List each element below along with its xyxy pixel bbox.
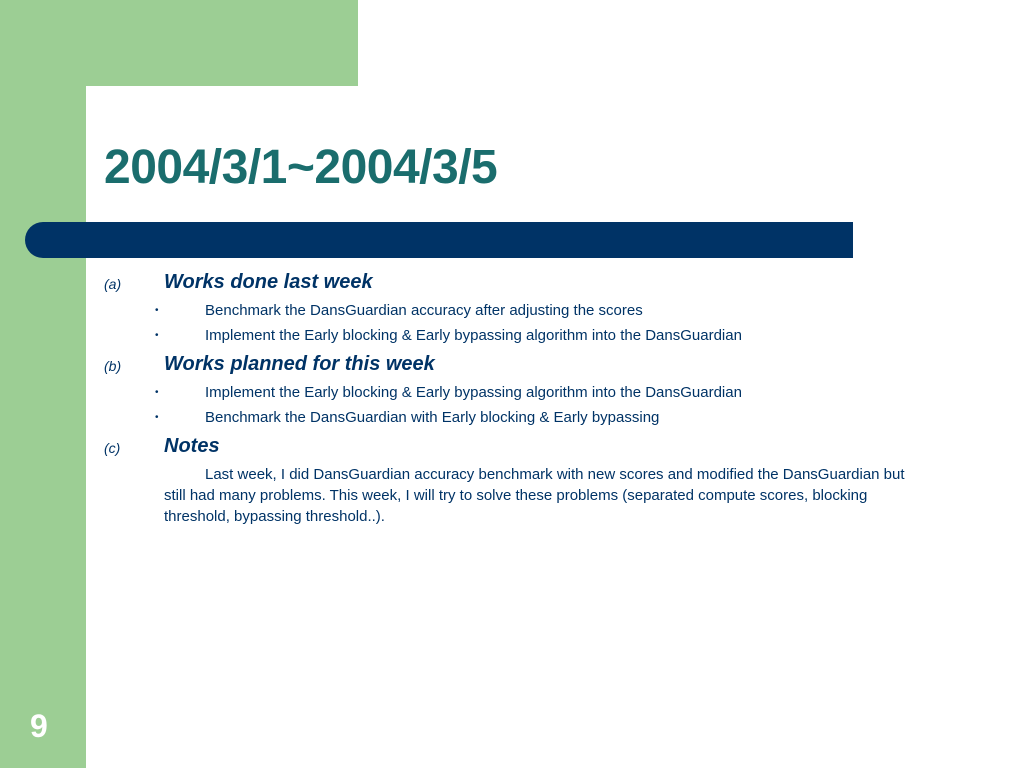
section-a-bullet-1: Benchmark the DansGuardian accuracy after adjusting the scores bbox=[205, 302, 643, 319]
section-a-marker: (a) bbox=[104, 276, 122, 292]
section-b-marker: (b) bbox=[104, 358, 122, 374]
bullet-icon: • bbox=[155, 412, 159, 423]
section-b-bullet-2: Benchmark the DansGuardian with Early blocking & Early bypassing bbox=[205, 409, 660, 426]
section-b-heading: Works planned for this week bbox=[164, 353, 435, 375]
bullet-icon: • bbox=[155, 305, 159, 316]
page-number: 9 bbox=[30, 708, 48, 744]
section-b-bullet-1: Implement the Early blocking & Early bypassing algorithm into the DansGuardian bbox=[205, 384, 742, 401]
bullet-icon: • bbox=[155, 387, 159, 398]
section-c-heading: Notes bbox=[164, 435, 220, 457]
slide-title: 2004/3/1~2004/3/5 bbox=[104, 141, 498, 194]
section-a-bullet-2: Implement the Early blocking & Early bypassing algorithm into the DansGuardian bbox=[205, 327, 742, 344]
notes-paragraph: Last week, I did DansGuardian accuracy benchmark with new scores and modified the DansGuardian but still had many problems. This week, I will try to solve these problems (separated compute scores, blocking threshold, bypassing threshold..). bbox=[164, 466, 905, 525]
section-c-marker: (c) bbox=[104, 440, 121, 456]
section-a-heading: Works done last week bbox=[164, 271, 373, 293]
bullet-icon: • bbox=[155, 330, 159, 341]
